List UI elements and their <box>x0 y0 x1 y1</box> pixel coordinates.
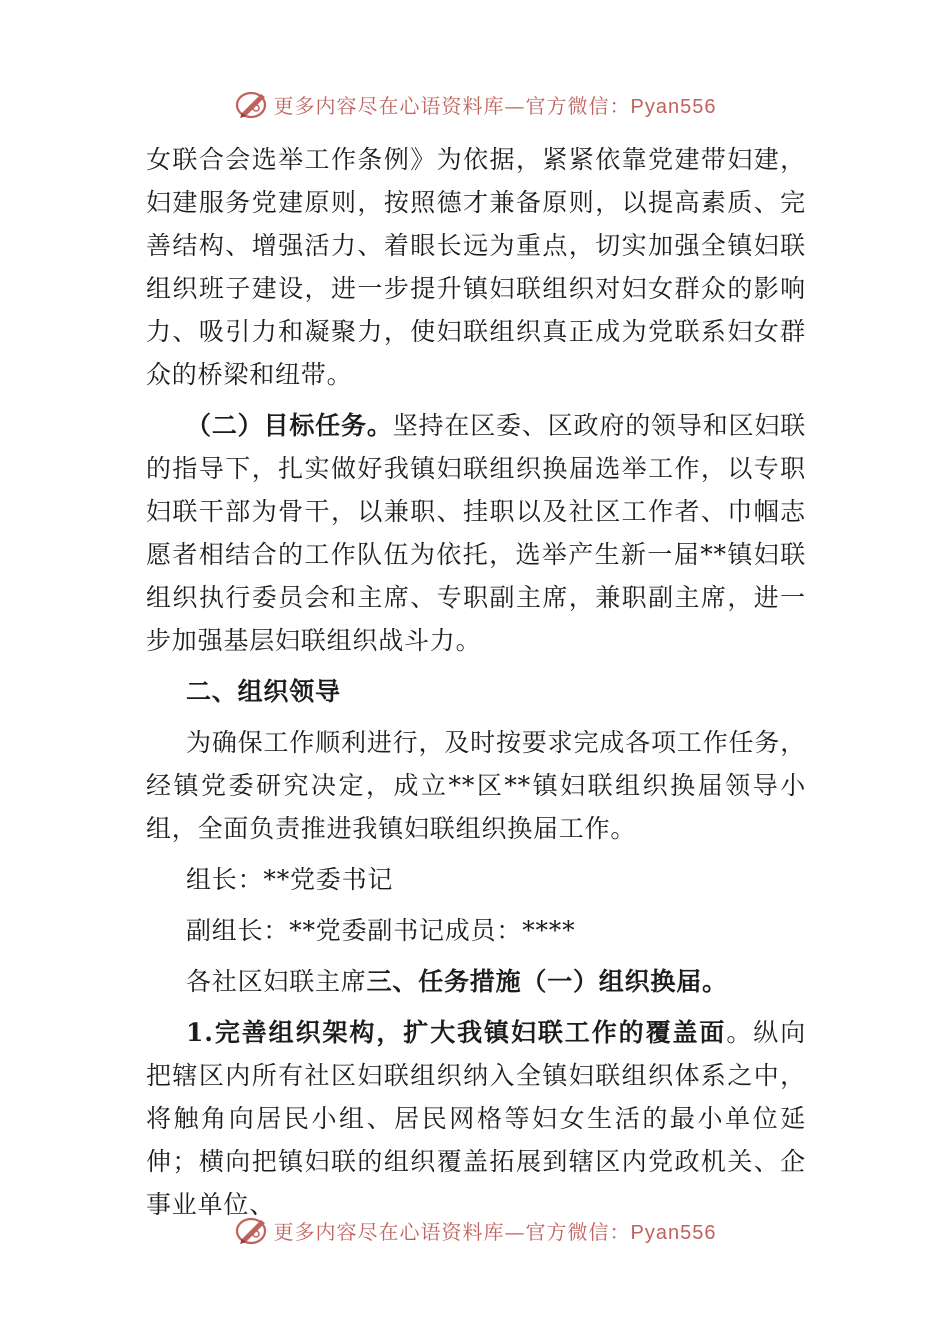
paragraph-basis: 女联合会选举工作条例》为依据，紧紧依靠党建带妇建，妇建服务党建原则，按照德才兼备原则，以提高素质、完善结构、增强活力、着眼长远为重点，切实加强全镇妇联组织班子建设，进一步提升镇妇联组织对妇女群众的影响力、吸引力和凝聚力，使妇联组织真正成为党联系妇女群众的桥梁和纽带。 <box>146 145 806 389</box>
document-body <box>146 138 806 1226</box>
wechat-id: Pyan556 <box>630 1221 717 1244</box>
pen-logo-icon <box>234 86 270 122</box>
paragraph-target-tasks: （二）目标任务。坚持在区委、区政府的领导和区妇联的指导下，扎实做好我镇妇联组织换届选举工作，以专职妇联干部为骨干，以兼职、挂职以及社区工作者、巾帼志愿者相结合的工作队伍为依托，选举产生新一届**镇妇联组织执行委员会和主席、专职副主席，兼职副主席，进一步加强基层妇联组织战斗力。 <box>146 411 806 655</box>
paragraph-organization: 为确保工作顺利进行，及时按要求完成各项工作任务，经镇党委研究决定，成立**区**镇妇联组织换届领导小组，全面负责推进我镇妇联组织换届工作。 <box>146 728 806 843</box>
footer-watermark-banner <box>0 1210 950 1250</box>
section-heading-target-tasks: （二）目标任务。 <box>186 411 393 440</box>
section-heading-organization: 二、组织领导 <box>186 677 341 706</box>
item-heading-structure: 1.完善组织架构，扩大我镇妇联工作的覆盖面 <box>186 1018 727 1047</box>
team-leader-line: 组长：**党委书记 <box>186 865 394 894</box>
wechat-id: Pyan556 <box>630 95 717 118</box>
paragraph-members-and-measures: 各社区妇联主席三、任务措施（一）组织换届。 <box>186 967 728 996</box>
watermark-text: 更多内容尽在心语资料库—官方微信：Pyan556 <box>273 1219 717 1244</box>
header-watermark-banner <box>0 84 950 124</box>
pen-logo-icon <box>234 1212 270 1248</box>
watermark-text: 更多内容尽在心语资料库—官方微信：Pyan556 <box>273 93 717 118</box>
section-heading-measures: 三、任务措施（一）组织换届。 <box>366 967 728 996</box>
paragraph-structure: 1.完善组织架构，扩大我镇妇联工作的覆盖面。纵向把辖区内所有社区妇联组织纳入全镇妇联组织体系之中，将触角向居民小组、居民网格等妇女生活的最小单位延伸；横向把镇妇联的组织覆盖拓展到辖区内党政机关、企事业单位、 <box>146 1018 806 1219</box>
deputy-leader-line: 副组长：**党委副书记成员：**** <box>186 916 576 945</box>
